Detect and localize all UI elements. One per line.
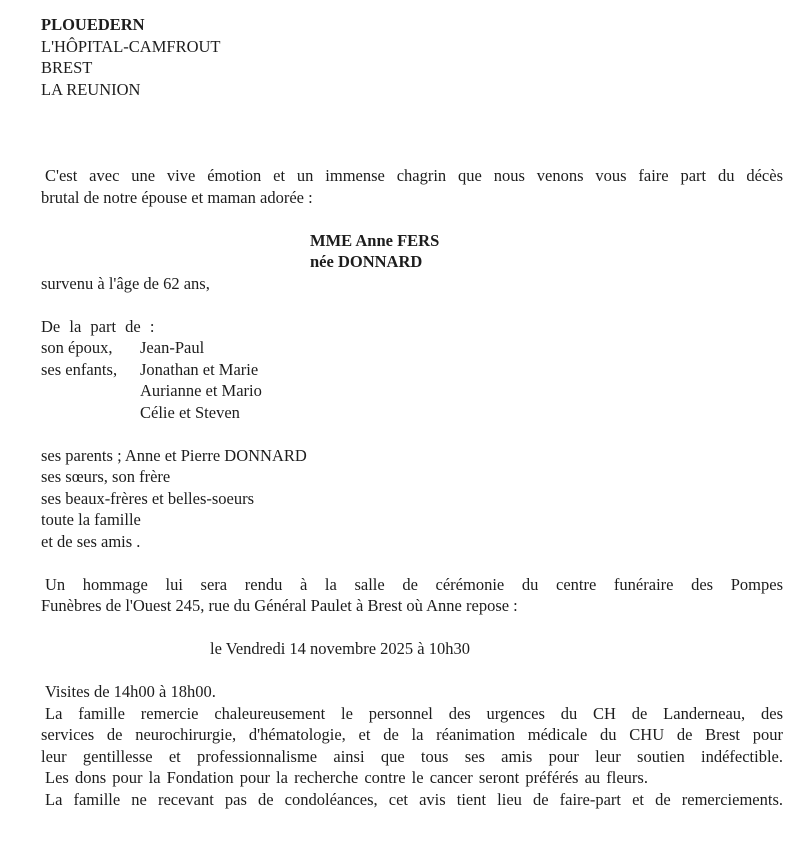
announcement-line: brutal de notre épouse et maman adorée : bbox=[41, 187, 313, 207]
family-row bbox=[41, 337, 783, 359]
thanks-line: leur gentillesse et professionnalisme ainsi que tous ses amis pour leur soutien indéfectible. bbox=[41, 746, 783, 766]
relative-line: ses parents ; Anne et Pierre DONNARD bbox=[41, 445, 307, 465]
closing-section bbox=[41, 681, 783, 810]
ceremony-paragraph bbox=[41, 574, 783, 617]
family-name-line: Aurianne et Mario bbox=[140, 381, 262, 400]
ceremony-line: Un hommage lui sera rendu à la salle de cérémonie du centre funéraire des Pompes bbox=[45, 574, 783, 594]
announcement-line: C'est avec une vive émotion et un immense chagrin que nous venons vous faire part du décès bbox=[45, 166, 783, 185]
deceased-name: MME Anne FERS bbox=[310, 230, 440, 250]
ceremony-datetime: le Vendredi 14 novembre 2025 à 10h30 bbox=[210, 639, 470, 658]
relative-line: ses sœurs, son frère bbox=[41, 467, 171, 486]
family-heading: De la part de : bbox=[41, 316, 155, 336]
condolences-line: La famille ne recevant pas de condoléances, cet avis tient lieu de faire-part et de remerciements. bbox=[45, 789, 783, 809]
family-row-names bbox=[140, 359, 262, 424]
header-town-primary: PLOUEDERN bbox=[41, 15, 145, 34]
thanks-line: services de neurochirurgie, d'hématologie, et de la réanimation médicale du CHU de Brest pour bbox=[41, 725, 783, 744]
relatives-section bbox=[41, 445, 783, 553]
deceased-age-line: survenu à l'âge de 62 ans, bbox=[41, 273, 210, 293]
header-town: BREST bbox=[41, 58, 93, 77]
deceased-name-block bbox=[310, 230, 783, 273]
header-town: L'HÔPITAL-CAMFROUT bbox=[41, 36, 221, 56]
family-section bbox=[41, 316, 783, 424]
relative-line: et de ses amis . bbox=[41, 531, 141, 551]
relative-line: toute la famille bbox=[41, 510, 141, 529]
header-town: LA REUNION bbox=[41, 79, 141, 99]
towns-header bbox=[41, 14, 783, 100]
ceremony-line: Funèbres de l'Ouest 245, rue du Général Paulet à Brest où Anne repose : bbox=[41, 596, 518, 615]
donations-line: Les dons pour la Fondation pour la recherche contre le cancer seront préférés au fleurs. bbox=[45, 768, 648, 787]
family-row-label: son époux, bbox=[41, 338, 113, 357]
family-name-line: Jean-Paul bbox=[140, 338, 205, 357]
deceased-maiden-name: née DONNARD bbox=[310, 252, 423, 271]
obituary-content bbox=[41, 14, 783, 810]
visits-line: Visites de 14h00 à 18h00. bbox=[45, 682, 216, 701]
family-row bbox=[41, 359, 783, 424]
announcement-paragraph bbox=[41, 165, 783, 208]
relative-line: ses beaux-frères et belles-soeurs bbox=[41, 488, 255, 508]
thanks-line: La famille remercie chaleureusement le personnel des urgences du CH de Landerneau, des bbox=[45, 703, 783, 723]
family-name-line: Célie et Steven bbox=[140, 402, 240, 422]
family-row-label: ses enfants, bbox=[41, 359, 118, 379]
family-row-names bbox=[140, 337, 204, 359]
family-name-line: Jonathan et Marie bbox=[140, 359, 259, 379]
